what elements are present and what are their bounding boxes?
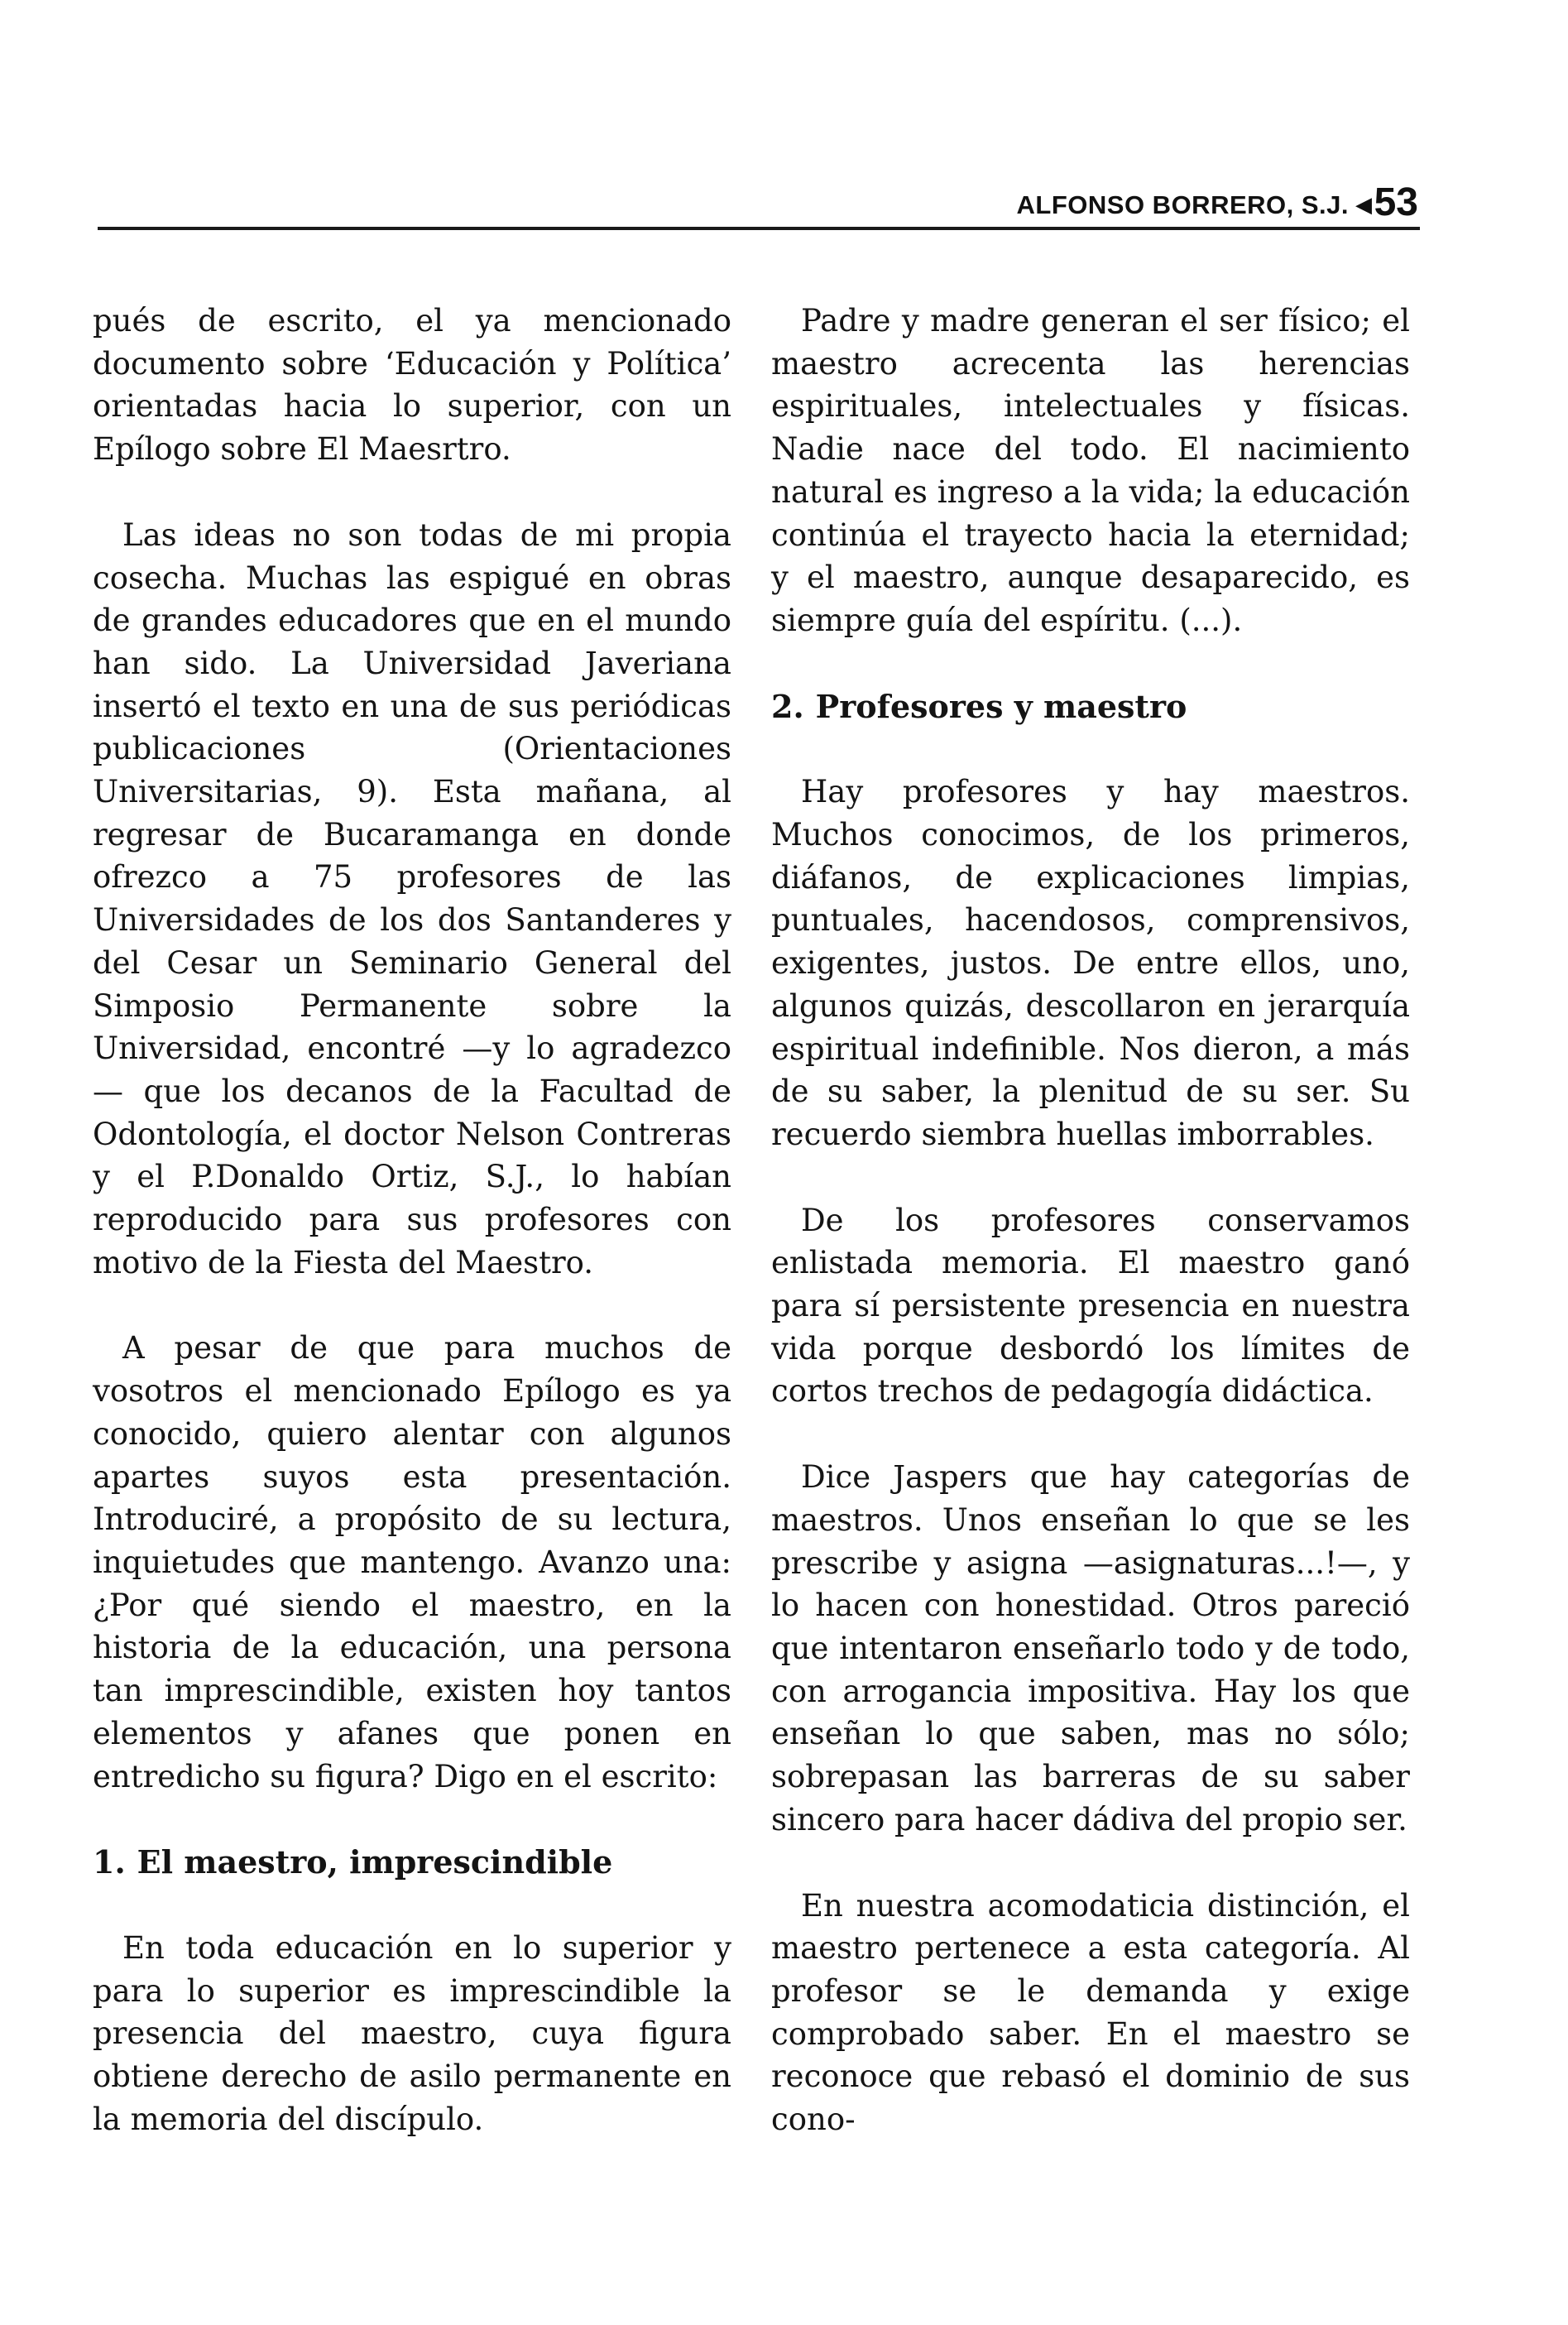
- page-number: 53: [1374, 180, 1418, 224]
- section-number: 2.: [771, 687, 804, 725]
- paragraph-padre-madre: Padre y madre generan el ser físico; el maestro acrecenta las herencias espirituales, intelectuales y físicas. Nadie nace del todo. El nacimiento natural es ingreso a la vida; la educación continúa el trayecto hacia la eternidad; y el maestro, aunque desaparecido, es siempre guía del espíritu. (...).: [771, 303, 1410, 638]
- left-column: [93, 300, 731, 2183]
- paragraph-profesores-maestros: Hay profesores y hay maestros. Muchos conocimos, de los primeros, diáfanos, de explicaciones limpias, puntuales, hacendosos, comprensivos, exigentes, justos. De entre ellos, uno, algunos quizás, descollaron en jerarquía espiritual indefinible. Nos dieron, a más de su saber, la plenitud de su ser. Su recuerdo siembra huellas imborrables.: [771, 774, 1410, 1152]
- section-heading-1: [93, 1841, 731, 1884]
- section-number: 1.: [93, 1843, 126, 1881]
- paragraph-epilogo: A pesar de que para muchos de vosotros el mencionado Epílogo es ya conocido, quiero alentar con algunos apartes suyos esta presentación. Introduciré, a propósito de su lectura, inquietudes que mantengo. Avanzo una: ¿Por qué siendo el maestro, en la historia de la educación, una persona tan imprescindible, existen hoy tantos elementos y afanes que ponen en entredicho su figura? Digo en el escrito:: [93, 1330, 731, 1794]
- left-triangle-arrow-icon: ◀: [1355, 193, 1372, 218]
- author-name: ALFONSO BORRERO, S.J.: [1016, 190, 1349, 219]
- paragraph-continuation: pués de escrito, el ya mencionado documento sobre ‘Educación y Política’ orientadas hacia lo superior, con un Epílogo sobre El Maesrtro.: [93, 303, 731, 468]
- section-title: Profesores y maestro: [815, 687, 1187, 725]
- paragraph-ideas: Las ideas no son todas de mi propia cosecha. Muchas las espigué en obras de grandes educadores que en el mundo han sido. La Universidad Javeriana insertó el texto en una de sus periódicas publicaciones (Orientaciones Universitarias, 9). Esta mañana, al regresar de Bucaramanga en donde ofrezco a 75 profesores de las Universidades de los dos Santanderes y del Cesar un Seminario General del Simposio Permanente sobre la Universidad, encontré —y lo agradezco— que los decanos de la Facultad de Odontología, el doctor Nelson Contreras y el P.Donaldo Ortiz, S.J., lo habían reproducido para sus profesores con motivo de la Fiesta del Maestro.: [93, 516, 731, 1280]
- paragraph-imprescindible: En toda educación en lo superior y para lo superior es imprescindible la presencia del maestro, cuya figura obtiene derecho de asilo permanente en la memoria del discípulo.: [93, 1929, 731, 2137]
- paragraph-jaspers: Dice Jaspers que hay categorías de maestros. Unos enseñan lo que se les prescribe y asigna —asignaturas...!—, y lo hacen con honestidad. Otros pareció que intentaron enseñarlo todo y de todo, con arrogancia impositiva. Hay los que enseñan lo que saben, mas no sólo; sobrepasan las barreras de su saber sincero para hacer dádiva del propio ser.: [771, 1459, 1410, 1837]
- running-header: [98, 172, 1420, 230]
- paragraph-memoria: De los profesores conservamos enlistada memoria. El maestro ganó para sí persistente presencia en nuestra vida porque desbordó los límites de cortos trechos de pedagogía didáctica.: [771, 1202, 1410, 1410]
- right-column: [771, 300, 1410, 2184]
- section-heading-2: [771, 685, 1410, 728]
- section-title: El maestro, imprescindible: [137, 1843, 613, 1881]
- paragraph-distincion: En nuestra acomodaticia distinción, el maestro pertenece a esta categoría. Al profesor se le demanda y exige comprobado saber. En el maestro se reconoce que rebasó el dominio de sus cono-: [771, 1887, 1410, 2138]
